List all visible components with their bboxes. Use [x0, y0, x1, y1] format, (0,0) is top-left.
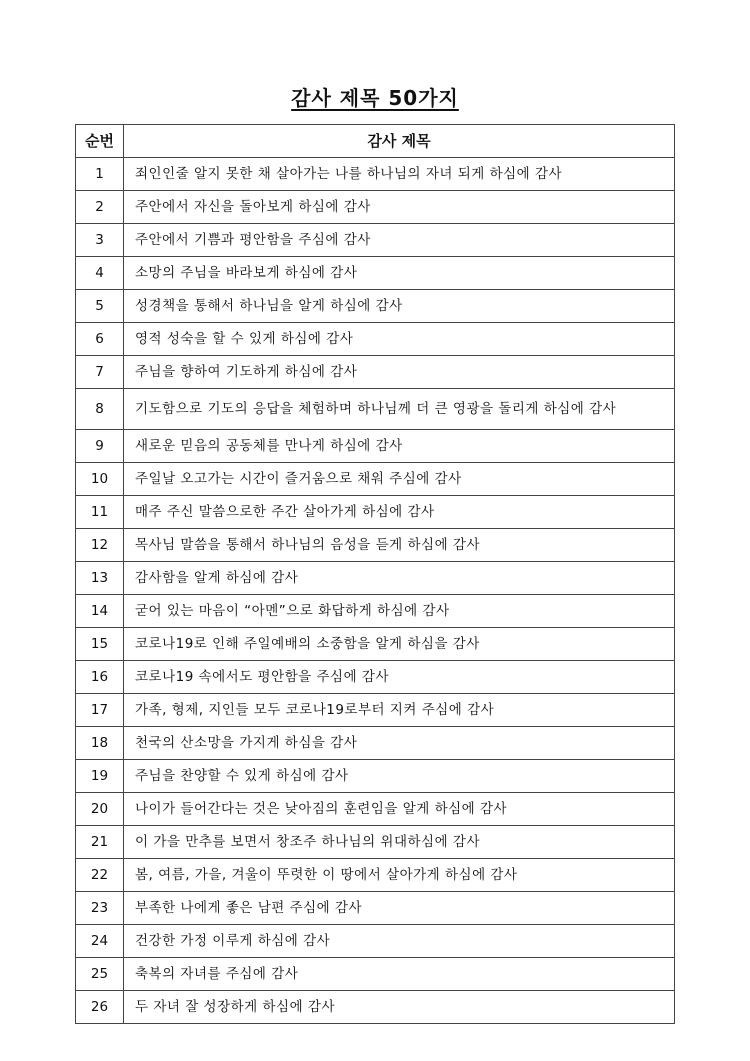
row-text: 주일날 오고가는 시간이 즐거움으로 채워 주심에 감사: [124, 463, 675, 496]
table-row: [76, 727, 675, 760]
row-text: 부족한 나에게 좋은 남편 주심에 감사: [124, 892, 675, 925]
table-row: [76, 760, 675, 793]
table-row: [76, 562, 675, 595]
row-text: 목사님 말씀을 통해서 하나님의 음성을 듣게 하심에 감사: [124, 529, 675, 562]
row-text: 나이가 들어간다는 것은 낮아짐의 훈련임을 알게 하심에 감사: [124, 793, 675, 826]
table-row: [76, 356, 675, 389]
row-number: 5: [76, 290, 124, 323]
header-number: 순번: [76, 125, 124, 158]
table-row: [76, 430, 675, 463]
table-row: [76, 224, 675, 257]
row-number: 15: [76, 628, 124, 661]
row-number: 19: [76, 760, 124, 793]
row-number: 26: [76, 991, 124, 1024]
page-title: 감사 제목 50가지: [291, 86, 459, 110]
table-row: [76, 958, 675, 991]
row-text: 두 자녀 잘 성장하게 하심에 감사: [124, 991, 675, 1024]
table-row: [76, 529, 675, 562]
row-number: 4: [76, 257, 124, 290]
table-row: [76, 892, 675, 925]
row-number: 11: [76, 496, 124, 529]
table-row: [76, 290, 675, 323]
row-number: 7: [76, 356, 124, 389]
table-row: [76, 925, 675, 958]
row-text: 새로운 믿음의 공동체를 만나게 하심에 감사: [124, 430, 675, 463]
row-number: 2: [76, 191, 124, 224]
row-text: 성경책을 통해서 하나님을 알게 하심에 감사: [124, 290, 675, 323]
row-text: 축복의 자녀를 주심에 감사: [124, 958, 675, 991]
row-number: 6: [76, 323, 124, 356]
row-text: 봄, 여름, 가을, 겨울이 뚜렷한 이 땅에서 살아가게 하심에 감사: [124, 859, 675, 892]
row-text: 소망의 주님을 바라보게 하심에 감사: [124, 257, 675, 290]
row-text: 죄인인줄 알지 못한 채 살아가는 나를 하나님의 자녀 되게 하심에 감사: [124, 158, 675, 191]
row-number: 18: [76, 727, 124, 760]
row-number: 17: [76, 694, 124, 727]
table-row: [76, 826, 675, 859]
row-number: 12: [76, 529, 124, 562]
row-text: 주안에서 자신을 돌아보게 하심에 감사: [124, 191, 675, 224]
table-row: [76, 257, 675, 290]
table-row: [76, 323, 675, 356]
row-text: 굳어 있는 마음이 “아멘”으로 화답하게 하심에 감사: [124, 595, 675, 628]
row-text: 영적 성숙을 할 수 있게 하심에 감사: [124, 323, 675, 356]
row-number: 9: [76, 430, 124, 463]
row-text: 감사함을 알게 하심에 감사: [124, 562, 675, 595]
row-text: 이 가을 만추를 보면서 창조주 하나님의 위대하심에 감사: [124, 826, 675, 859]
row-number: 20: [76, 793, 124, 826]
table-row: [76, 628, 675, 661]
row-number: 3: [76, 224, 124, 257]
table-row: [76, 859, 675, 892]
row-text: 기도함으로 기도의 응답을 체험하며 하나님께 더 큰 영광을 돌리게 하심에 감사: [124, 389, 675, 430]
gratitude-table: [75, 124, 675, 1024]
table-row: [76, 661, 675, 694]
table-row: [76, 463, 675, 496]
row-text: 주님을 찬양할 수 있게 하심에 감사: [124, 760, 675, 793]
table-row: [76, 158, 675, 191]
row-number: 22: [76, 859, 124, 892]
table-row: [76, 595, 675, 628]
table-header-row: [76, 125, 675, 158]
row-text: 매주 주신 말씀으로한 주간 살아가게 하심에 감사: [124, 496, 675, 529]
row-number: 16: [76, 661, 124, 694]
row-number: 24: [76, 925, 124, 958]
row-number: 8: [76, 389, 124, 430]
row-number: 1: [76, 158, 124, 191]
row-number: 25: [76, 958, 124, 991]
row-text: 천국의 산소망을 가지게 하심을 감사: [124, 727, 675, 760]
row-text: 코로나19 속에서도 평안함을 주심에 감사: [124, 661, 675, 694]
row-number: 14: [76, 595, 124, 628]
table-row: [76, 694, 675, 727]
table-row: [76, 991, 675, 1024]
row-number: 23: [76, 892, 124, 925]
table-row: [76, 389, 675, 430]
row-text: 주안에서 기쁨과 평안함을 주심에 감사: [124, 224, 675, 257]
row-text: 주님을 향하여 기도하게 하심에 감사: [124, 356, 675, 389]
row-text: 가족, 형제, 지인들 모두 코로나19로부터 지켜 주심에 감사: [124, 694, 675, 727]
row-text: 건강한 가정 이루게 하심에 감사: [124, 925, 675, 958]
header-title: 감사 제목: [124, 125, 675, 158]
row-number: 13: [76, 562, 124, 595]
table-row: [76, 793, 675, 826]
row-number: 21: [76, 826, 124, 859]
table-row: [76, 496, 675, 529]
row-number: 10: [76, 463, 124, 496]
table-row: [76, 191, 675, 224]
row-text: 코로나19로 인해 주일예배의 소중함을 알게 하심을 감사: [124, 628, 675, 661]
